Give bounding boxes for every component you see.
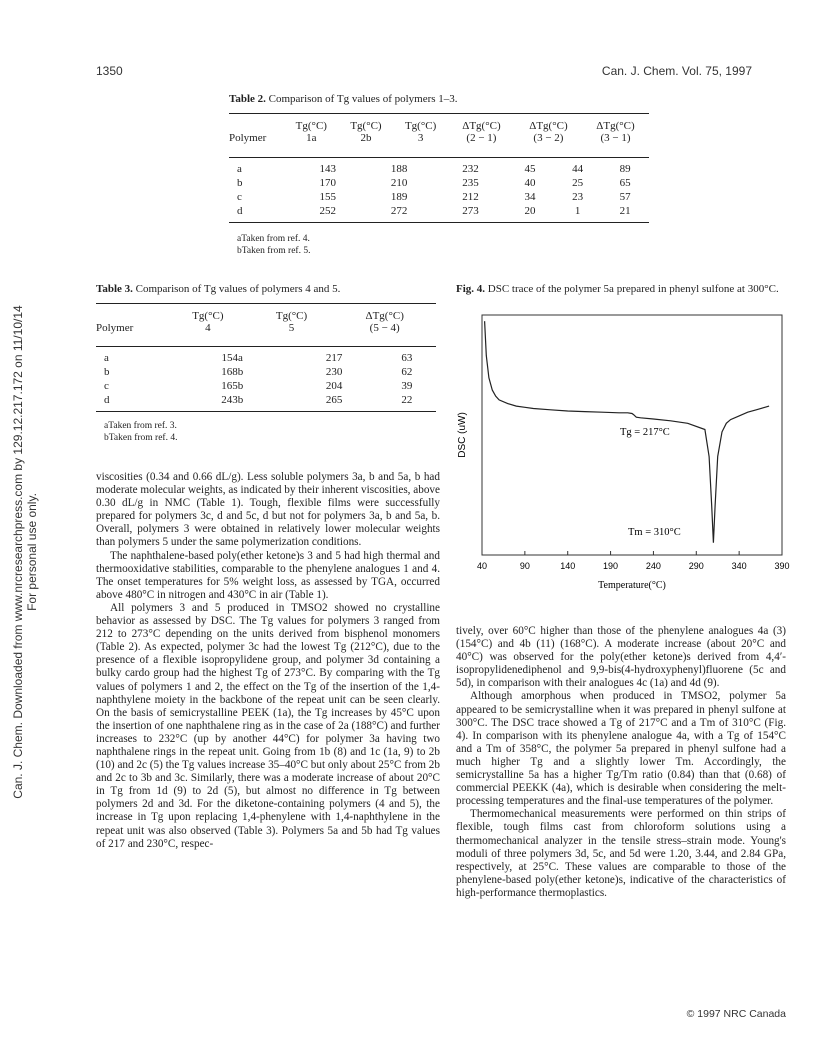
right-column-text xyxy=(456,625,786,900)
table3-caption xyxy=(96,283,436,295)
table3-cell: 265 xyxy=(325,394,343,406)
t2-h2-c3: 3 xyxy=(417,132,424,144)
table3-row xyxy=(96,365,436,379)
watermark-line-2: For personal use only. xyxy=(25,493,39,611)
table2-cell: 189 xyxy=(390,191,408,203)
t2-h2-c6: (3 − 1) xyxy=(600,132,631,144)
t2-h1-c2: Tg(°C) xyxy=(350,120,382,132)
table2-cell: 45 xyxy=(524,163,536,175)
x-tick-label: 40 xyxy=(476,561,488,571)
table2-row xyxy=(229,176,649,190)
left-column-text xyxy=(96,471,440,851)
download-watermark xyxy=(11,287,39,817)
t3-h2-c0: Polymer xyxy=(96,322,134,334)
t2-h2-c0: Polymer xyxy=(229,132,267,144)
table2-cell: 44 xyxy=(572,163,584,175)
x-tick-label: 340 xyxy=(731,561,747,571)
table2-cell: 272 xyxy=(390,205,408,217)
table3-cell: 62 xyxy=(401,366,413,378)
table2-footnotes xyxy=(237,233,310,257)
table3-body xyxy=(96,351,436,407)
table2-footnote-b: bTaken from ref. 5. xyxy=(237,246,311,256)
table2-cell: 232 xyxy=(462,163,479,175)
table2-cell: 20 xyxy=(524,205,536,217)
t3-h1-c1: Tg(°C) xyxy=(192,310,224,322)
table3 xyxy=(96,310,436,334)
table3-top-rule xyxy=(96,303,436,304)
table3-header-row2 xyxy=(96,322,436,334)
t3-h2-c2: 5 xyxy=(288,322,295,334)
table3-cell: 63 xyxy=(401,352,413,364)
table2-label: Table 2. xyxy=(229,93,266,105)
x-ticks xyxy=(477,551,790,571)
table3-footnote-a: aTaken from ref. 3. xyxy=(104,421,177,431)
t3-h2-c1: 4 xyxy=(205,322,211,334)
table2-cell: b xyxy=(237,177,243,189)
copyright: © 1997 NRC Canada xyxy=(686,1008,786,1020)
t3-h2-c3: (5 − 4) xyxy=(369,322,400,334)
table2-cell: d xyxy=(237,205,243,217)
paragraph: Although amorphous when produced in TMSO2, polymer 5a appeared to be semicrystalline when it was prepared in phenyl sulfone at 300°C. The DSC trace showed a Tg of 217°C and a Tm of 310°C (Fig. 4). In comparison with its phenylene analogue 4a, with a Tg of 154°C and a Tm of 358°C, the polymer 5a prepared in phenyl sulfone had a much higher Tg and a slightly lower Tm. Accordingly, the semicrystalline 5a has a higher Tg/Tm ratio (0.84) than that (0.68) of commercial PEEKK (4a), which is desirable when considering the melt-processing temperatures and the final-use temperatures of the polymer. xyxy=(456,690,786,808)
table2-cell: c xyxy=(237,191,242,203)
figure4-label: Fig. 4. xyxy=(456,283,486,295)
t2-h1-c1: Tg(°C) xyxy=(295,120,327,132)
table2-cell: 57 xyxy=(619,191,631,203)
table2-cell: a xyxy=(237,163,242,175)
page-number: 1350 xyxy=(96,64,123,78)
table2-cell: 89 xyxy=(619,163,631,175)
table2-cell: 143 xyxy=(319,163,336,175)
y-axis-label: DSC (uW) xyxy=(457,412,468,458)
table2-cell: 170 xyxy=(319,177,336,189)
table3-cell: 204 xyxy=(325,380,343,392)
table3-cell: c xyxy=(104,380,109,392)
table2-body xyxy=(229,162,649,218)
table3-cell: d xyxy=(104,394,110,406)
table3-row xyxy=(96,379,436,393)
table3-footnotes xyxy=(104,420,177,444)
t2-h1-c3: Tg(°C) xyxy=(404,120,437,132)
figure4-caption-text: DSC trace of the polymer 5a prepared in phenyl sulfone at 300°C. xyxy=(487,283,779,295)
t3-h1-c2: Tg(°C) xyxy=(275,310,308,322)
table2-row xyxy=(229,162,649,176)
table2-top-rule xyxy=(229,113,649,114)
table2-cell: 188 xyxy=(390,163,408,175)
x-tick-label: 290 xyxy=(688,561,704,571)
tg-annotation: Tg = 217°C xyxy=(620,427,670,438)
t3-h1-c3: ΔTg(°C) xyxy=(365,310,404,322)
watermark-line-1: Can. J. Chem. Downloaded from www.nrcresearchpress.com by 129.12.217.172 on 11/10/14 xyxy=(11,305,25,799)
t2-h2-c1: 1a xyxy=(306,132,317,144)
x-tick-label: 190 xyxy=(603,561,619,571)
table2-cell: 252 xyxy=(319,205,336,217)
t2-h2-c2: 2b xyxy=(360,132,372,144)
table2-cell: 40 xyxy=(524,177,536,189)
table2-cell: 34 xyxy=(524,191,536,203)
table2-cell: 23 xyxy=(572,191,584,203)
x-tick-label: 140 xyxy=(560,561,576,571)
table2-cell: 155 xyxy=(319,191,336,203)
table3-label: Table 3. xyxy=(96,283,133,295)
t2-h1-c4: ΔTg(°C) xyxy=(462,120,501,132)
paragraph: The naphthalene-based poly(ether ketone)s 3 and 5 had high thermal and thermooxidative stabilities, comparable to the phenylene analogues 1 and 4. The onset temperatures for 5% weight loss, as assessed by TGA, occurred above 480°C in nitrogen and 430°C in air (Table 1). xyxy=(96,549,440,601)
table2-cell: 21 xyxy=(619,205,631,217)
paragraph: viscosities (0.34 and 0.66 dL/g). Less soluble polymers 3a, b and 5a, b had moderate molecular weights, as indicated by their inherent viscosities, above 0.30 dL/g in NMC (Table 1). Tough, flexible films were successfully prepared for polymers 3c, d and 5c, d but not for polymers 3a, b and 5a, b. Overall, polymers 3 were obtained in relatively lower molecular weights than polymers 5 under the same polymerization conditions. xyxy=(96,471,440,549)
paragraph: Thermomechanical measurements were performed on thin strips of flexible, tough films cast from chloroform solutions using a thermomechanical analyzer in the tensile stress–strain mode. Young's moduli of three polymers 3d, 5c, and 5d were 1.20, 3.44, and 2.84 GPa, respectively, at 25°C. These values are comparable to those of the phenylene-based poly(ether ketone)s, indicative of the characteristics of high-performance thermoplastics. xyxy=(456,808,786,899)
dsc-chart xyxy=(452,310,792,600)
table2-cell: 1 xyxy=(574,205,581,217)
t2-h2-c5: (3 − 2) xyxy=(533,132,564,144)
table2-cell: 235 xyxy=(462,177,479,189)
table3-cell: 217 xyxy=(325,352,343,364)
table2-cell: 273 xyxy=(462,205,479,217)
table3-cell: 230 xyxy=(325,366,343,378)
x-tick-label: 90 xyxy=(519,561,530,571)
table2-row xyxy=(229,204,649,218)
table3-cell: a xyxy=(104,352,109,364)
table2-row xyxy=(229,190,649,204)
table3-row xyxy=(96,351,436,365)
table2-cell: 210 xyxy=(390,177,408,189)
table3-row xyxy=(96,393,436,407)
table2-cell: 25 xyxy=(572,177,584,189)
journal-header: Can. J. Chem. Vol. 75, 1997 xyxy=(601,64,752,78)
table2-header-row1 xyxy=(229,120,649,132)
table3-cell: 154a xyxy=(221,352,243,364)
x-tick-label: 390 xyxy=(774,561,790,571)
table2-mid-rule xyxy=(229,157,649,158)
x-tick-label: 240 xyxy=(645,561,661,571)
figure4-caption xyxy=(456,283,786,296)
table3-caption-text: Comparison of Tg values of polymers 4 and 5. xyxy=(135,283,341,295)
table3-cell: 22 xyxy=(401,394,413,406)
table3-bottom-rule xyxy=(96,411,436,412)
table3-cell: 39 xyxy=(401,380,413,392)
table2-cell: 65 xyxy=(619,177,631,189)
table3-cell: 243b xyxy=(221,394,244,406)
table3-cell: 168b xyxy=(221,366,244,378)
tm-annotation: Tm = 310°C xyxy=(628,527,681,538)
paragraph: All polymers 3 and 5 produced in TMSO2 showed no crystalline behavior as assessed by DSC. The Tg values for polymers 3 ranged from 212 to 273°C depending on the units derived from bisphenol monomers (Table 2). As expected, polymer 3c had the lowest Tg (212°C), due to the presence of a flexible isopropylidene group, and polymer 3d containing a bulky cardo group had the highest Tg of 273°C. By comparing with the Tg values of polymers 1 and 2, the effect on the Tg of the insertion of the 1,4-naphthylene moiety in the backbone of the repeat unit can be seen clearly. On the basis of semicrystalline PEEK (1a), the Tg increases by 45°C upon the insertion of one naphthalene ring as in the case of 2a (188°C) and further increases to 232°C (up by another 44°C) for polymer 3a having two naphthalene rings in the repeat unit. Going from 1b (8) and 1c (1a, 9) to 2b (10) and 2c (5) the Tg values increase 35–40°C but only about 25°C from 2b and 2c to 3b and 3c. Similarly, there was a moderate increase of about 20°C in Tg from 1d (9) to 2d (5), but almost no difference in Tg between polymers 2d and 3d. For the diketone-containing polymers (4 and 5), the increase in Tg upon replacing 1,4-phenylene with 1,4-naphthylene in the repeat unit was also observed (Table 3). Polymers 5a and 5b had Tg values of 217 and 230°C, respec- xyxy=(96,601,440,850)
table2-header-row2 xyxy=(229,132,649,144)
table2-bottom-rule xyxy=(229,222,649,223)
table3-footnote-b: bTaken from ref. 4. xyxy=(104,433,178,443)
table2-cell: 212 xyxy=(462,191,479,203)
t2-h1-c6: ΔTg(°C) xyxy=(596,120,635,132)
t2-h1-c5: ΔTg(°C) xyxy=(529,120,568,132)
table2-footnote-a: aTaken from ref. 4. xyxy=(237,234,310,244)
table3-mid-rule xyxy=(96,346,436,347)
paragraph: tively, over 60°C higher than those of the phenylene analogues 4a (3) (154°C) and 4b (11) (168°C). A moderate increase (about 20°C and 40°C) was observed for the poly(ether ketone)s derived from 4,4′-isopropylidenediphenol and 9,9-bis(4-hydroxyphenyl)fluorene (5c and 5d), in comparison with their analogues 4c (1a) and 4d (9). xyxy=(456,625,786,690)
table3-cell: b xyxy=(104,366,110,378)
table2-caption-text: Comparison of Tg values of polymers 1–3. xyxy=(268,93,458,105)
table2 xyxy=(229,120,649,154)
table3-header-row1 xyxy=(96,310,436,322)
x-axis-label: Temperature(°C) xyxy=(598,580,666,591)
table2-caption xyxy=(229,93,649,105)
t2-h2-c4: (2 − 1) xyxy=(466,132,497,144)
table3-cell: 165b xyxy=(221,380,244,392)
